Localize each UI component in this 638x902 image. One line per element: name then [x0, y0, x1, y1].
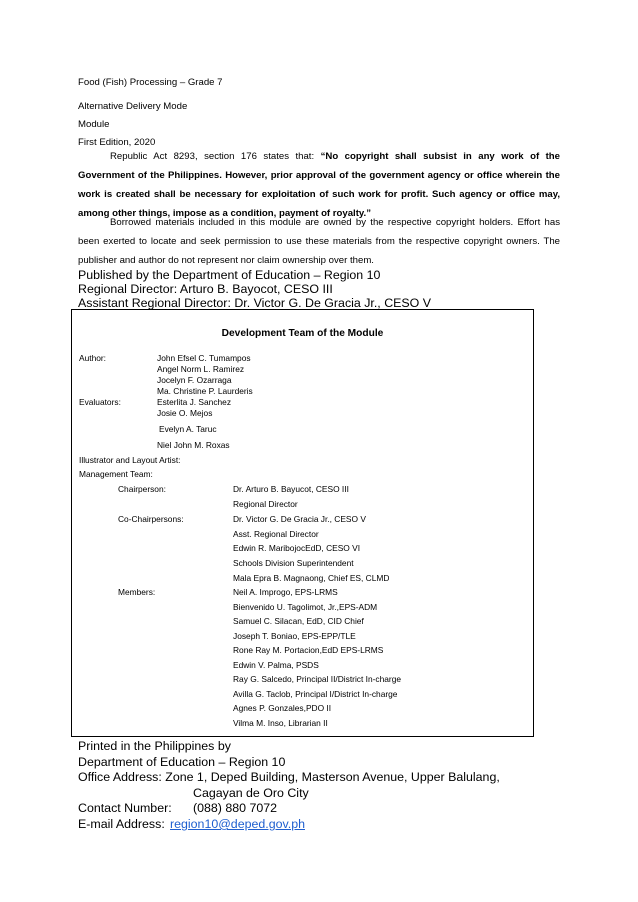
chairperson-label: Chairperson:: [118, 484, 166, 494]
borrowed-materials-notice: Borrowed materials included in this module are owned by the respective copyright holders. Effort has been exerted to locate and seek permission to use these materials from the respective copyright owners. The publisher and author do not represent nor claim ownership over them.: [78, 217, 560, 266]
management-entry: Edwin V. Palma, PSDS: [233, 660, 319, 670]
regional-director: Regional Director: Arturo B. Bayocot, CESO III: [78, 282, 333, 296]
management-entry: Regional Director: [233, 499, 298, 509]
management-entry: Edwin R. MaribojocEdD, CESO VI: [233, 543, 361, 553]
evaluator-name: Evelyn A. Taruc: [159, 424, 217, 434]
author-name: John Efsel C. Tumampos: [157, 353, 251, 363]
author-name: Jocelyn F. Ozarraga: [157, 375, 232, 385]
management-entry: Neil A. Improgo, EPS-LRMS: [233, 587, 338, 597]
printed-by: Printed in the Philippines by: [78, 739, 231, 753]
email-link[interactable]: region10@deped.gov.ph: [170, 817, 305, 831]
management-entry: Mala Epra B. Magnaong, Chief ES, CLMD: [233, 573, 390, 583]
management-entry: Asst. Regional Director: [233, 529, 319, 539]
department: Department of Education – Region 10: [78, 755, 286, 769]
management-entry: Agnes P. Gonzales,PDO II: [233, 703, 332, 713]
author-name: Ma. Christine P. Laurderis: [157, 386, 253, 396]
contact-number: (088) 880 7072: [193, 801, 278, 815]
course-title: Food (Fish) Processing – Grade 7: [78, 77, 223, 88]
evaluator-name: Esterlita J. Sanchez: [157, 397, 232, 407]
management-entry: Avilla G. Taclob, Principal I/District In-charge: [233, 689, 398, 699]
management-entry: Samuel C. Silacan, EdD, CID Chief: [233, 616, 364, 626]
asst-regional-director: Assistant Regional Director: Dr. Victor G. De Gracia Jr., CESO V: [78, 296, 432, 310]
co-chairpersons-label: Co-Chairpersons:: [118, 514, 184, 524]
office-address-line2: Cagayan de Oro City: [193, 786, 309, 800]
copyright-intro: Republic Act 8293, section 176 states that:: [110, 151, 321, 162]
management-entry: Dr. Arturo B. Bayucot, CESO III: [233, 484, 349, 494]
copyright-bold-text: “No copyright shall subsist in any work of the Government of the Philippines. However, prior approval of the government agency or office wherein the work is created shall be necessary for exploitation of such work for profit. Such agency or office may, among other things, impose as a condition, payment of royalty.”: [78, 151, 561, 219]
management-label: Management Team:: [79, 469, 153, 479]
email-label: E-mail Address:: [78, 817, 165, 831]
illustrator-label: Illustrator and Layout Artist:: [79, 455, 181, 465]
management-entry: Dr. Victor G. De Gracia Jr., CESO V: [233, 514, 366, 524]
copyright-notice: [78, 147, 560, 223]
management-entry: Rone Ray M. Portacion,EdD EPS-LRMS: [233, 645, 384, 655]
evaluators-label: Evaluators:: [79, 397, 121, 407]
author-label: Author:: [79, 353, 107, 363]
management-entry: Vilma M. Inso, Librarian II: [233, 718, 328, 728]
contact-label: Contact Number:: [78, 801, 172, 815]
management-entry: Schools Division Superintendent: [233, 558, 354, 568]
delivery-mode: Alternative Delivery Mode: [78, 101, 188, 112]
evaluator-name: Josie O. Mejos: [157, 408, 213, 418]
office-address: [78, 770, 500, 785]
office-address-line1: Zone 1, Deped Building, Masterson Avenue, Upper Balulang,: [165, 770, 500, 784]
management-entry: Ray G. Salcedo, Principal II/District In-charge: [233, 674, 402, 684]
edition: First Edition, 2020: [78, 137, 156, 148]
management-entry: Bienvenido U. Tagolimot, Jr.,EPS-ADM: [233, 602, 378, 612]
management-entry: Joseph T. Boniao, EPS-EPP/TLE: [233, 631, 356, 641]
team-title: Development Team of the Module: [221, 328, 384, 339]
members-label: Members:: [118, 587, 156, 597]
published-by: Published by the Department of Education – Region 10: [78, 268, 381, 282]
evaluator-name: Niel John M. Roxas: [157, 440, 230, 450]
author-name: Angel Norm L. Ramirez: [157, 364, 245, 374]
office-address-label: Office Address:: [78, 770, 166, 784]
module-label: Module: [78, 119, 110, 130]
